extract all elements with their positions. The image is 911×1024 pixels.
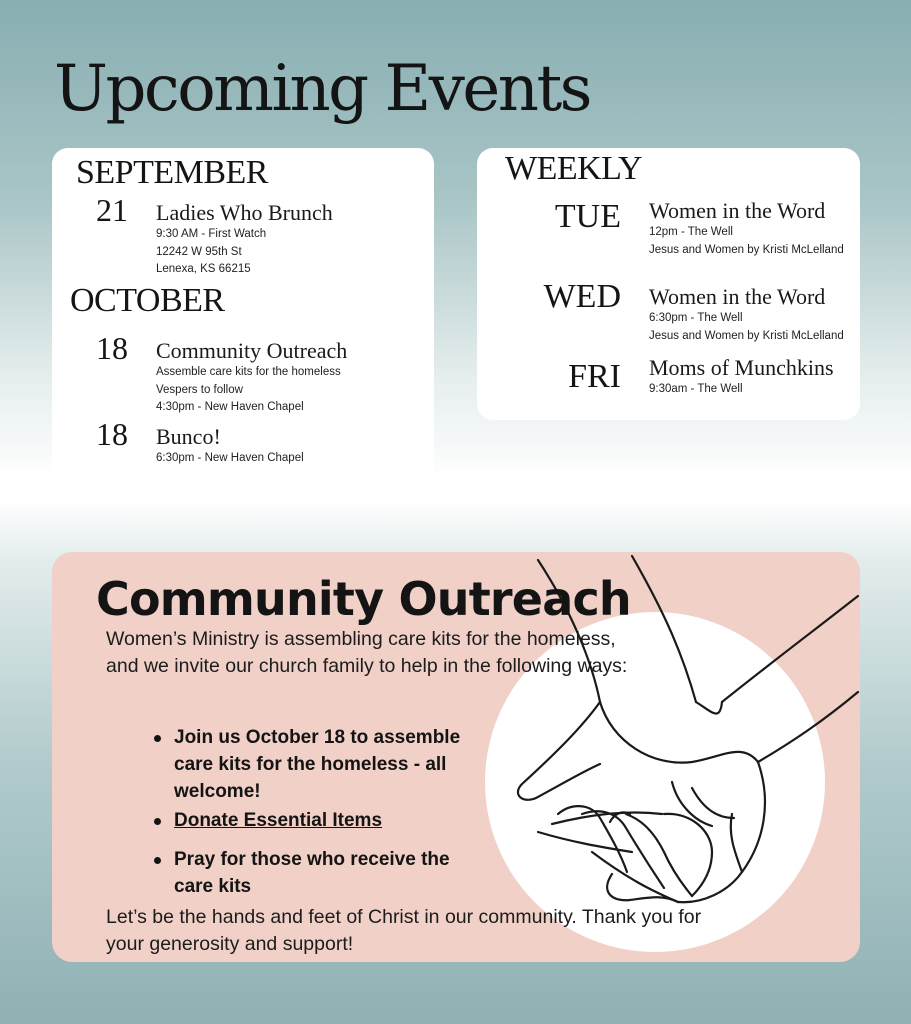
event-bunco bbox=[156, 424, 304, 468]
event-date: 18 bbox=[96, 416, 128, 452]
event-detail: 12pm - The Well bbox=[649, 226, 733, 238]
event-ladies-who-brunch bbox=[156, 200, 333, 279]
event-detail: 6:30pm - New Haven Chapel bbox=[156, 452, 304, 464]
weekly-events-card bbox=[477, 148, 860, 420]
weekly-event-tue bbox=[649, 198, 844, 259]
event-title: Bunco! bbox=[156, 424, 221, 449]
event-detail: 6:30pm - The Well bbox=[649, 312, 743, 324]
event-detail: 12242 W 95th St bbox=[156, 245, 242, 258]
outreach-title: Community Outreach bbox=[96, 572, 631, 626]
community-outreach-panel bbox=[52, 552, 860, 962]
outreach-intro: Women’s Ministry is assembling care kits for the homeless, and we invite our church family to help in the following ways: bbox=[106, 628, 628, 677]
event-detail: 9:30am - The Well bbox=[649, 383, 743, 395]
weekly-event-fri bbox=[649, 355, 834, 399]
event-detail: Assemble care kits for the homeless bbox=[156, 366, 341, 378]
monthly-events-card bbox=[52, 148, 434, 484]
event-title: Women in the Word bbox=[649, 284, 826, 309]
event-date: 18 bbox=[96, 330, 128, 366]
event-date: 21 bbox=[96, 192, 128, 228]
list-item bbox=[152, 807, 482, 834]
month-heading-october: OCTOBER bbox=[70, 282, 225, 319]
event-detail: Vespers to follow bbox=[156, 383, 243, 396]
list-item: Pray for those who receive the care kits bbox=[152, 846, 482, 900]
event-detail: Jesus and Women by Kristi McLelland bbox=[649, 243, 844, 256]
event-detail: 4:30pm - New Haven Chapel bbox=[156, 401, 304, 413]
donate-essential-items-link[interactable]: Donate Essential Items bbox=[174, 810, 383, 831]
event-detail: Lenexa, KS 66215 bbox=[156, 263, 251, 275]
event-title: Ladies Who Brunch bbox=[156, 200, 333, 225]
weekday-label: TUE bbox=[554, 198, 621, 235]
list-item: Join us October 18 to assemble care kits for the homeless - all welcome! bbox=[152, 724, 482, 805]
weekly-heading: WEEKLY bbox=[505, 150, 643, 187]
weekday-label: FRI bbox=[568, 358, 621, 395]
event-title: Women in the Word bbox=[649, 198, 826, 223]
weekly-event-wed bbox=[649, 284, 844, 345]
weekday-label: WED bbox=[543, 278, 621, 315]
page-title: Upcoming Events bbox=[54, 52, 590, 126]
event-community-outreach bbox=[156, 338, 347, 417]
event-detail: 9:30 AM - First Watch bbox=[156, 228, 267, 240]
event-detail: Jesus and Women by Kristi McLelland bbox=[649, 329, 844, 342]
event-title: Community Outreach bbox=[156, 338, 348, 363]
month-heading-september: SEPTEMBER bbox=[76, 154, 268, 191]
outreach-closing: Let’s be the hands and feet of Christ in our community. Thank you for your generosity and support! bbox=[106, 906, 702, 955]
event-title: Moms of Munchkins bbox=[649, 355, 834, 380]
ways-to-help-list bbox=[152, 724, 482, 900]
